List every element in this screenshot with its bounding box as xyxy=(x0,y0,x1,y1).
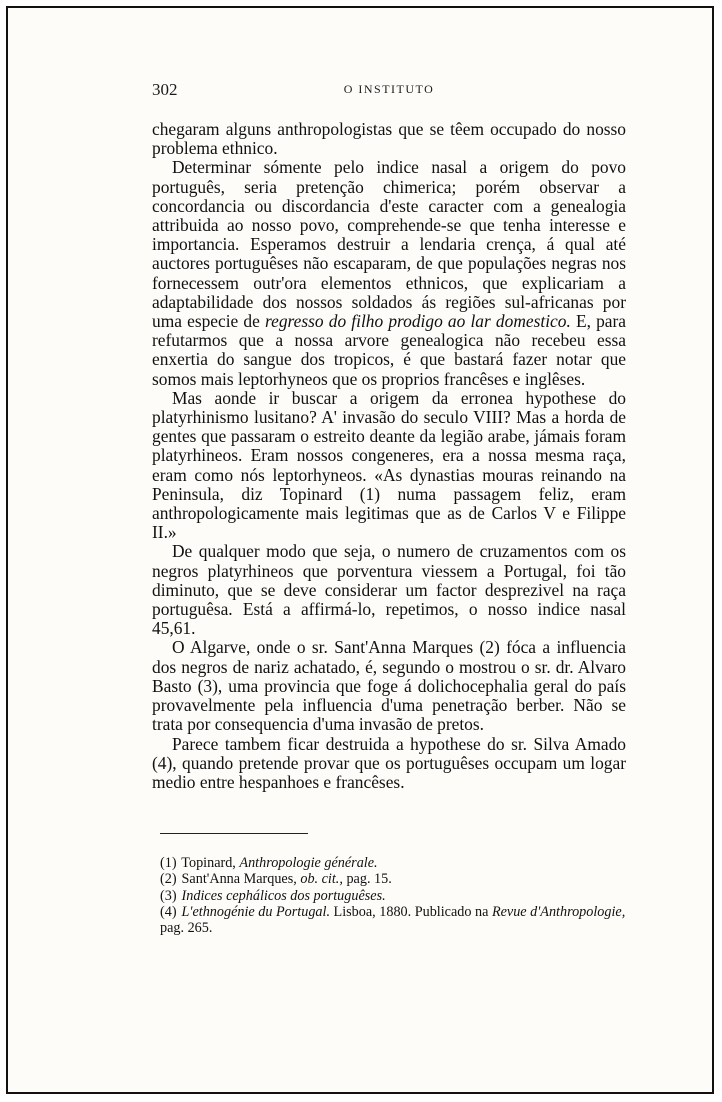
footnote-1 xyxy=(160,855,626,871)
footnote-italic: Indices cephálicos dos portuguêses. xyxy=(181,887,386,904)
footnote-2 xyxy=(160,871,626,887)
footnote-3 xyxy=(160,888,626,904)
footnote-number: (2) xyxy=(160,871,177,888)
paragraph-2-italic: regresso do filho prodigo ao lar domestico. xyxy=(265,311,571,332)
footnote-number: (1) xyxy=(160,855,177,871)
footnote-number: (3) xyxy=(160,887,177,904)
body-text xyxy=(152,120,626,792)
page-number: 302 xyxy=(152,80,178,99)
footnote-tail: pag. 15. xyxy=(342,871,392,888)
running-head xyxy=(152,80,626,104)
footnote-italic-2: Revue d'Anthropologie, xyxy=(491,903,626,920)
footnote-tail: Lisboa, 1880. Publicado na xyxy=(330,903,492,920)
paragraph-1: chegaram alguns anthropologistas que se têem occupado do nosso problema ethnico. xyxy=(152,119,626,159)
footnote-text: Topinard, xyxy=(181,855,240,871)
paragraph-2-text-a: Determinar sómente pelo indice nasal a origem do povo português, seria pretenção chimerica; porém observar a concordancia ou discordancia d'este caracter com a genealogia attribuida ao nosso povo, comprehende-se que tenha interesse e importancia. Esperamos destruir a lendaria crença, á qual até auctores portuguêses não escaparam, de que populações negras nos fornecessem outr'ora elementos ethnicos, que explicariam a adaptabilidade dos nossos soldados ás regiões sul-africanas por uma especie de xyxy=(152,157,626,332)
footnote-4 xyxy=(160,904,626,937)
footnote-number: (4) xyxy=(160,903,177,920)
footnote-italic: ob. cit., xyxy=(300,871,343,888)
journal-title: O INSTITUTO xyxy=(343,82,435,96)
paragraph-3: Mas aonde ir buscar a origem da erronea hypothese do platyrhinismo lusitano? A' invasão do seculo VIII? Mas a horda de gentes que passaram o estreito deante da legião arabe, jámais foram platyrhineos. Eram nossos congeneres, era a nossa mesma raça, eram como nós leptorhyneos. «As dynastias mouras reinando na Peninsula, diz Topinard (1) numa passagem feliz, eram anthropologicamente mais legitimas que as de Carlos V e Filippe II.» xyxy=(152,387,626,543)
paragraph-2 xyxy=(152,158,626,388)
paragraph-2-text-b: E, para refutarmos que a nossa arvore genealogica não recebeu essa enxertia do sangue dos tropicos, é que bastará fazer notar que somos mais leptorhyneos que os proprios francêses e inglêses. xyxy=(152,311,627,389)
footnote-rule xyxy=(160,833,308,834)
footnote-italic: L'ethnogénie du Portugal. xyxy=(181,903,330,920)
paragraph-5: O Algarve, onde o sr. Sant'Anna Marques (2) fóca a influencia dos negros de nariz achatado, é, segundo o mostrou o sr. dr. Alvaro Basto (3), uma provincia que foge á dolichocephalia geral do país provavelmente pela influencia d'uma penetração berber. Não se trata por consequencia d'uma invasão de pretos. xyxy=(152,637,626,735)
footnote-text: Sant'Anna Marques, xyxy=(181,871,301,888)
footnotes xyxy=(160,855,626,936)
footnote-tail-2: pag. 265. xyxy=(160,920,213,937)
paragraph-4: De qualquer modo que seja, o numero de cruzamentos com os negros platyrhineos que porventura viessem a Portugal, foi tão diminuto, que se deve considerar um factor desprezivel na raça portuguêsa. Está a affirmá-lo, repetimos, o nosso indice nasal 45,61. xyxy=(152,541,626,639)
footnote-italic: Anthropologie générale. xyxy=(239,855,378,871)
paragraph-6: Parece tambem ficar destruida a hypothese do sr. Silva Amado (4), quando pretende provar que os portuguêses occupam um logar medio entre hespanhoes e francêses. xyxy=(152,733,626,792)
